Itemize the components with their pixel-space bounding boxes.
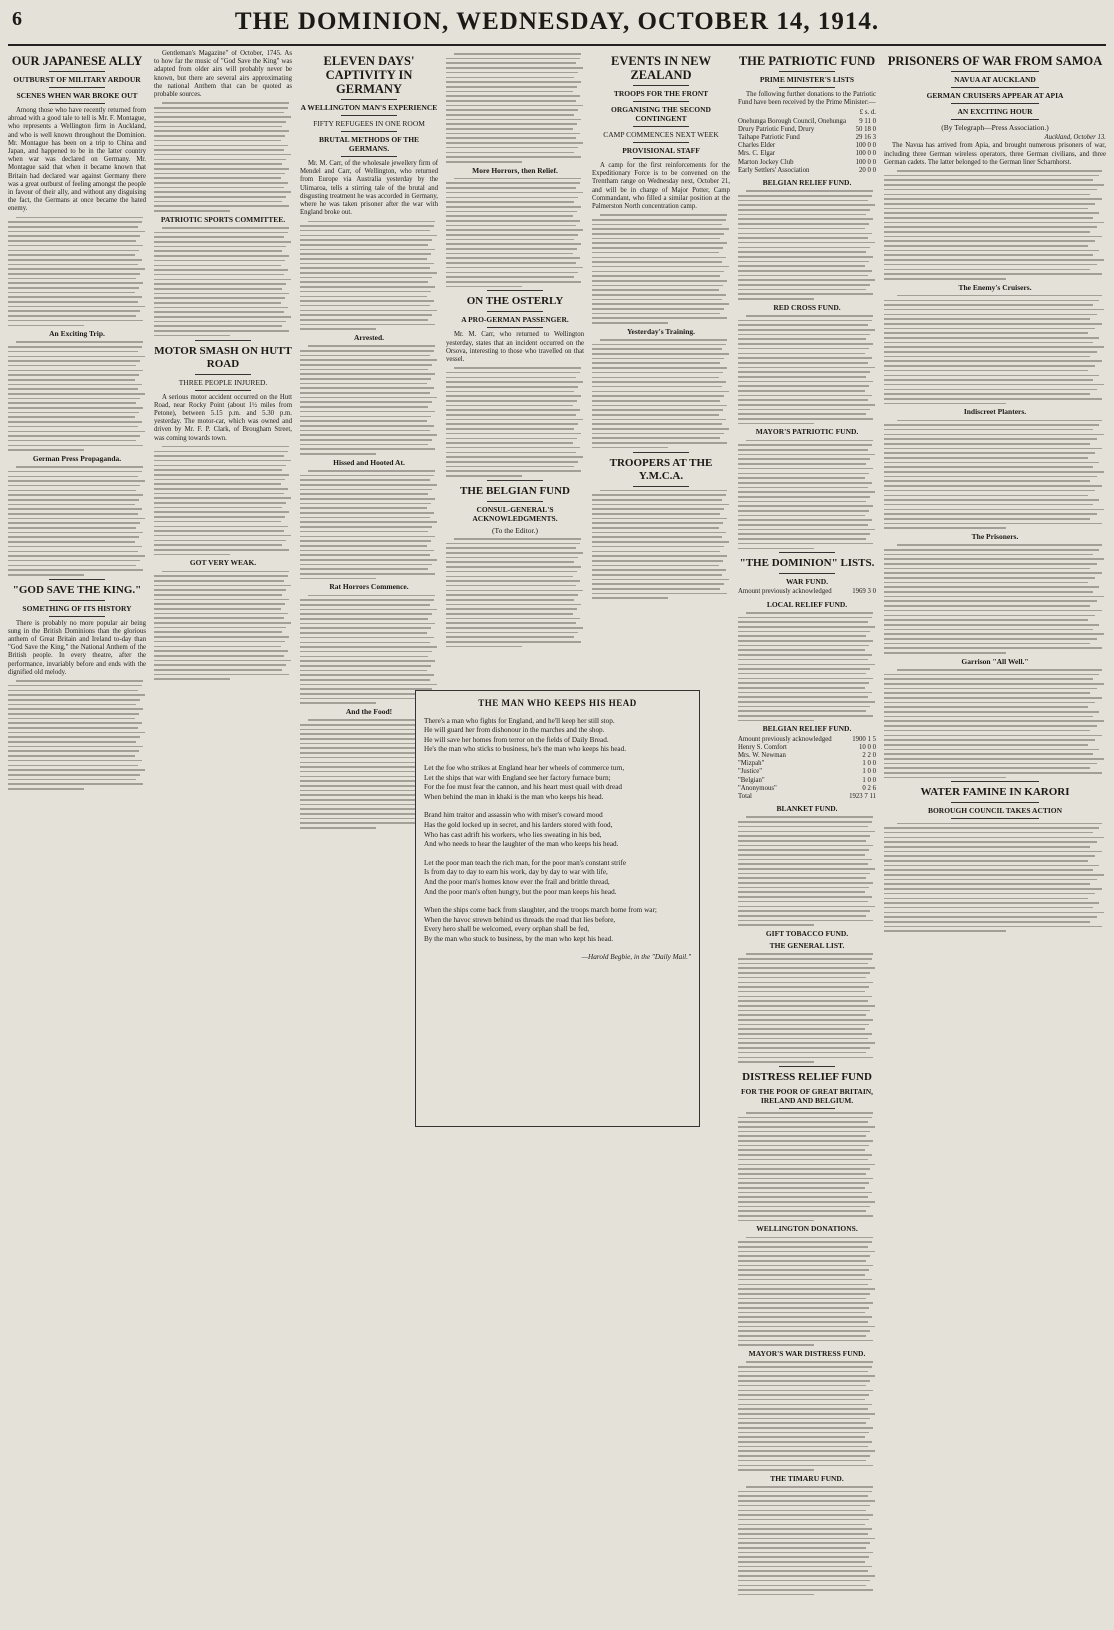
deck-scenes-war: SCENES WHEN WAR BROKE OUT xyxy=(16,91,138,100)
poem-line: For the foe must fear the cannon, and his heart must quail with dread xyxy=(424,783,623,792)
poem-line: Brand him traitor and assassin who with miser's coward mood xyxy=(424,811,603,820)
donation-amount: 1 0 0 xyxy=(862,768,876,776)
subhead-belgian-relief-2: BELGIAN RELIEF FUND. xyxy=(762,724,852,734)
subhead-patriotic-sports: PATRIOTIC SPORTS COMMITTEE. xyxy=(160,214,286,224)
donor-name: "Anonymous" xyxy=(738,784,777,792)
poem-line: Let the poor man teach the rich man, for the poor man's constant strife xyxy=(424,858,627,867)
fund-listing xyxy=(738,315,876,424)
donation-row xyxy=(738,118,876,126)
donation-row xyxy=(738,793,876,801)
deck-exciting-hour: AN EXCITING HOUR xyxy=(957,107,1033,116)
donation-row xyxy=(738,768,876,776)
column-6 xyxy=(738,50,876,1624)
donation-amount: 1923 7 11 xyxy=(849,792,876,800)
article-body: Gentleman's Magazine" of October, 1745. As to how far the music of "God Save the King" was adapted from older airs will probably never be known, but there are several airs approximating the national Anthem that can be quoted as probable sources. xyxy=(154,50,292,99)
article-continuation xyxy=(884,295,1106,404)
headline-captivity: ELEVEN DAYS' CAPTIVITY IN GERMANY xyxy=(323,54,415,96)
donation-row xyxy=(738,159,876,167)
article-continuation xyxy=(154,227,292,336)
article-continuation xyxy=(300,595,438,704)
donation-amount: 50 18 0 xyxy=(855,125,876,133)
headline-events-nz: EVENTS IN NEW ZEALAND xyxy=(610,54,712,82)
subhead-arrested: Arrested. xyxy=(353,332,385,342)
subhead-exciting-trip: An Exciting Trip. xyxy=(49,329,105,339)
subhead-prisoners: The Prisoners. xyxy=(971,531,1019,541)
subhead-blanket-fund: BLANKET FUND. xyxy=(776,804,838,814)
article-continuation xyxy=(8,341,146,450)
article-continuation xyxy=(884,170,1106,279)
donation-row xyxy=(738,760,876,768)
donor-name: Drury Patriotic Fund, Drury xyxy=(738,125,815,133)
article-continuation xyxy=(154,446,292,555)
donation-row xyxy=(738,736,876,744)
subhead-garrison: Garrison "All Well." xyxy=(961,656,1029,666)
donor-name: "Mizpah" xyxy=(738,760,765,768)
donor-name: Onehunga Borough Council, Onehunga xyxy=(738,117,846,125)
subhead-wellington-donations: WELLINGTON DONATIONS. xyxy=(756,1224,858,1234)
poem-stanza xyxy=(424,859,691,897)
headline-belgian-fund: THE BELGIAN FUND xyxy=(459,484,571,497)
article-continuation xyxy=(300,345,438,454)
poem-stanza xyxy=(424,811,691,849)
donor-name: Marton Jockey Club xyxy=(738,158,794,166)
poem-line: He will guard her from dishonour in the marches and the shop. xyxy=(424,726,605,735)
deck-history: SOMETHING OF ITS HISTORY xyxy=(22,603,132,613)
article-continuation xyxy=(592,214,730,323)
donation-amount: 29 16 3 xyxy=(855,134,876,142)
subhead-food: And the Food! xyxy=(345,707,393,717)
headline-prisoners-samoa: PRISONERS OF WAR FROM SAMOA xyxy=(887,54,1103,68)
fund-intro: The following further donations to the Patriotic Fund have been received by the Prime Minister:— xyxy=(738,91,876,107)
donation-amount: 100 0 0 xyxy=(855,158,876,166)
donor-name: Henry S. Comfort xyxy=(738,743,787,751)
deck-troops-front: TROOPS FOR THE FRONT xyxy=(613,89,709,98)
poem-line: Is from day to day to earn his work, day by day to war with life, xyxy=(424,868,608,877)
subhead-training: Yesterday's Training. xyxy=(626,326,696,336)
poem-line: When behind the man in khaki is the man who keeps his head. xyxy=(424,792,604,801)
subhead-mayors-war-distress: MAYOR'S WAR DISTRESS FUND. xyxy=(748,1349,866,1359)
poem-line: And the poor man's homes know ever the frail and brittle thread, xyxy=(424,877,610,886)
headline-distress-relief: DISTRESS RELIEF FUND xyxy=(742,1070,872,1083)
column-1 xyxy=(8,50,146,1624)
newspaper-title: THE DOMINION, WEDNESDAY, OCTOBER 14, 1914. xyxy=(234,8,880,35)
belgian-list xyxy=(738,736,876,802)
donation-amount: 100 0 0 xyxy=(855,142,876,150)
article-continuation xyxy=(884,544,1106,653)
note-editor: (To the Editor.) xyxy=(492,525,538,535)
donor-name: Mrs. C. Elgar xyxy=(738,150,776,158)
column-7 xyxy=(884,50,1106,1624)
donor-name: Taihape Patriotic Fund xyxy=(738,134,800,142)
deck-pro-german: A PRO-GERMAN PASSENGER. xyxy=(461,315,569,325)
fund-listing xyxy=(738,612,876,721)
article-continuation xyxy=(154,571,292,680)
poem-line: When the havoc strewn behind us threads the road that lies before, xyxy=(424,915,616,924)
donation-row xyxy=(738,167,876,175)
page-number: 6 xyxy=(12,8,22,30)
article-continuation xyxy=(8,680,146,789)
deck-camp-commences: CAMP COMMENCES NEXT WEEK xyxy=(603,130,719,139)
poem-stanza xyxy=(424,906,691,944)
donation-row xyxy=(738,744,876,752)
donation-row xyxy=(738,785,876,793)
subhead-indiscreet: Indiscreet Planters. xyxy=(963,407,1027,417)
deck-three-injured: THREE PEOPLE INJURED. xyxy=(178,377,268,387)
fund-listing xyxy=(738,953,876,1062)
donor-name: Amount previously acknowledged xyxy=(738,735,832,743)
donation-row xyxy=(738,752,876,760)
subhead-belgian-relief: BELGIAN RELIEF FUND. xyxy=(762,178,852,188)
headline-god-save-king: "GOD SAVE THE KING." xyxy=(12,583,142,596)
article-continuation xyxy=(300,221,438,330)
article-continuation xyxy=(884,669,1106,778)
deck-military-ardour: OUTBURST OF MILITARY ARDOUR xyxy=(13,75,141,84)
poem-stanza xyxy=(424,764,691,802)
article-continuation xyxy=(592,339,730,448)
fund-listing xyxy=(738,1237,876,1346)
article-body: Among those who have recently returned from abroad with a good tale to tell is Mr. F. Montague, who represents a Wellington firm in Auckland, and who is well known throughout the Dominion. Mr. Montague has been on a trip to China and Japan, and happened to be in the latter country when war was declared on Germany. Mr. Montague said that when it became known that Britain had declared war against Germany there was a great outburst of feeling amongst the people in favour of their ally, and without any disguising the fact, the Germans at once became the hated enemy. xyxy=(8,107,146,213)
donation-row xyxy=(738,777,876,785)
press-credit: (By Telegraph—Press Association.) xyxy=(941,123,1049,132)
deck-fifty-refugees: FIFTY REFUGEES IN ONE ROOM xyxy=(313,119,425,128)
article-body: A serious motor accident occurred on the Hutt Road, near Rocky Point (about 1½ miles from Petone), between 5.15 p.m. and 5.30 p.m. yesterday. The motor-car, which was owned and driven by Mr. F. P. Clark, of Brougham Street, was coming towards town. xyxy=(154,393,292,442)
donation-amount: 9 11 0 xyxy=(859,117,876,125)
subhead-local-relief: LOCAL RELIEF FUND. xyxy=(766,599,848,609)
subhead-general-list: THE GENERAL LIST. xyxy=(769,941,845,951)
poem-line: And who needs to hear the laughter of the man who keeps his head. xyxy=(424,840,619,849)
donation-amount: 1 0 0 xyxy=(862,776,876,784)
donor-name: Amount previously acknowledged xyxy=(738,588,832,596)
deck-poor-britain: FOR THE POOR OF GREAT BRITAIN, IRELAND AND BELGIUM. xyxy=(740,1086,874,1105)
headline-dominion-lists: "THE DOMINION" LISTS. xyxy=(739,557,875,570)
headline-japanese-ally: OUR JAPANESE ALLY xyxy=(11,54,143,68)
fund-listing xyxy=(738,190,876,299)
fund-listing xyxy=(738,1112,876,1221)
article-body: Mr. M. Carr, who returned to Wellington yesterday, states that an incident occurred on the Orsova, interesting to those who travelled on that vessel. xyxy=(446,331,584,363)
poem-box xyxy=(415,690,700,1127)
poem-line: By the man who stuck to business, by the man who kept his head. xyxy=(424,934,614,943)
deck-pm-lists: PRIME MINISTER'S LISTS xyxy=(759,75,855,84)
letter-body xyxy=(446,538,584,647)
donation-amount: 1969 3 0 xyxy=(852,588,876,596)
donation-amount: 20 0 0 xyxy=(859,166,876,174)
donation-amount: 10 0 0 xyxy=(859,743,876,751)
subhead-timaru-fund: THE TIMARU FUND. xyxy=(770,1473,844,1483)
donation-row xyxy=(738,134,876,142)
masthead xyxy=(8,6,1106,46)
subhead-rat-horrors: Rat Horrors Commence. xyxy=(329,582,409,592)
column-2 xyxy=(154,50,292,1624)
article-body: Mr. M. Carr, of the wholesale jewellery firm of Mendel and Carr, of Wellington, who returned from Europe via Australia yesterday by the Ulimaroa, tells a stirring tale of the brutal and disgusting treatment he was accorded in Germany, where he was taken prisoner after the war with England broke out. xyxy=(300,160,438,217)
poem-title: THE MAN WHO KEEPS HIS HEAD xyxy=(478,698,637,708)
poem-line: Who has cast adrift his workers, who lies sweating in his bed, xyxy=(424,830,602,839)
poem-stanza xyxy=(424,717,691,755)
article-continuation xyxy=(446,367,584,476)
fund-listing xyxy=(738,1361,876,1470)
article-continuation xyxy=(300,470,438,579)
deck-borough-council: BOROUGH COUNCIL TAKES ACTION xyxy=(927,806,1063,816)
subhead-hissed: Hissed and Hooted At. xyxy=(333,457,405,467)
article-continuation xyxy=(446,53,584,162)
headline-motor-smash: MOTOR SMASH ON HUTT ROAD xyxy=(154,344,292,370)
article-body: A camp for the first reinforcements for the Expeditionary Force is to be convened on the Trentham range on Wednesday next, October 21, and will be in charge of Major Potter, Camp Commandant, who filled a similar position at the Palmerston North concentration camp. xyxy=(592,162,730,211)
poem-line: There's a man who fights for England, and he'll keep her still stop. xyxy=(424,716,615,725)
poem-byline: —Harold Begbie, in the "Daily Mail." xyxy=(581,953,691,962)
donation-amount: 100 0 0 xyxy=(855,150,876,158)
currency-header: £ s. d. xyxy=(859,109,876,117)
war-fund-list xyxy=(738,588,876,596)
article-continuation xyxy=(592,490,730,599)
deck-german-cruisers: GERMAN CRUISERS APPEAR AT APIA xyxy=(926,91,1064,100)
subhead-red-cross: RED CROSS FUND. xyxy=(773,302,841,312)
dateline: Auckland, October 13. xyxy=(1044,134,1106,142)
subhead-gift-tobacco: GIFT TOBACCO FUND. xyxy=(765,928,849,938)
donor-name: "Justice" xyxy=(738,768,763,776)
subhead-enemy-cruisers: The Enemy's Cruisers. xyxy=(958,282,1032,292)
subhead-german-press: German Press Propaganda. xyxy=(32,453,122,463)
poem-line: Let the ships that war with England see her factory furnace burn; xyxy=(424,773,611,782)
poem-line: He will save her homes from terror on the fields of Daily Bread. xyxy=(424,735,609,744)
donor-name: "Belgian" xyxy=(738,776,765,784)
article-continuation xyxy=(154,102,292,211)
donation-row xyxy=(738,150,876,158)
deck-navua: NAVUA AT AUCKLAND xyxy=(954,75,1036,84)
deck-second-contingent: ORGANISING THE SECOND CONTINGENT xyxy=(611,105,711,123)
donor-name: Total xyxy=(738,792,752,800)
donation-amount: 1900 1 5 xyxy=(852,735,876,743)
fund-listing xyxy=(738,1486,876,1595)
fund-listing xyxy=(738,816,876,925)
headline-water-famine: WATER FAMINE IN KARORI xyxy=(920,786,1070,799)
fund-listing xyxy=(738,440,876,549)
poem-line: Has the gold locked up in secret, and his larders stored with food, xyxy=(424,820,613,829)
deck-consul-general: CONSUL-GENERAL'S ACKNOWLEDGMENTS. xyxy=(472,504,558,523)
article-continuation xyxy=(884,420,1106,529)
donor-name: Early Settlers' Association xyxy=(738,166,810,174)
headline-ymca: TROOPERS AT THE Y.M.C.A. xyxy=(609,456,713,482)
poem-body xyxy=(424,717,691,945)
donation-row xyxy=(738,588,876,596)
subhead-got-weak: GOT VERY WEAK. xyxy=(189,558,257,568)
donation-row xyxy=(738,142,876,150)
donor-name: Mrs. W. Newman xyxy=(738,751,786,759)
article-body: There is probably no more popular air being sung in the British Dominions than the glorious anthem of Great Britain and Ireland to-day than "God Save the King," the National Anthem of the British people. In every theatre, after the performance, invariably before and ends with the dignified old melody. xyxy=(8,619,146,676)
subhead-more-horrors: More Horrors, then Relief. xyxy=(472,165,558,175)
deck-provisional-staff: PROVISIONAL STAFF xyxy=(622,146,700,155)
poem-line: He's the man who sticks to business, he's the man who keeps his head. xyxy=(424,745,627,754)
article-body: The Navua has arrived from Apia, and brought numerous prisoners of war, including three German wireless operators, three German civilians, and three German cadets. The latter belonged to the German liner Scharnhorst. xyxy=(884,142,1106,166)
headline-osterly: ON THE OSTERLY xyxy=(466,295,564,308)
poem-line: Let the foe who strikes at England hear her wheels of commerce turn, xyxy=(424,763,625,772)
poem-line: Every hero shall be welcomed, every orphan shall be fed, xyxy=(424,925,590,934)
donation-amount: 1 0 0 xyxy=(862,760,876,768)
headline-patriotic-fund: THE PATRIOTIC FUND xyxy=(738,54,876,68)
donation-amount: 2 2 0 xyxy=(862,751,876,759)
deck-brutal-methods: BRUTAL METHODS OF THE GERMANS. xyxy=(318,135,420,153)
donation-amount: 0 2 6 xyxy=(862,784,876,792)
donor-name: Charles Elder xyxy=(738,142,776,150)
poem-line: When the ships come back from slaughter, and the troops march home from war; xyxy=(424,906,657,915)
deck-wellington-man: A WELLINGTON MAN'S EXPERIENCE xyxy=(300,103,438,112)
donations-list xyxy=(738,118,876,175)
article-continuation xyxy=(884,823,1106,932)
article-continuation xyxy=(446,178,584,287)
subhead-war-fund: WAR FUND. xyxy=(785,577,829,587)
donation-row xyxy=(738,126,876,134)
subhead-mayors-fund: MAYOR'S PATRIOTIC FUND. xyxy=(755,427,859,437)
poem-line: And the poor man's often hungry, but the poor man keeps his head. xyxy=(424,887,617,896)
article-continuation xyxy=(8,466,146,575)
article-continuation xyxy=(8,217,146,326)
